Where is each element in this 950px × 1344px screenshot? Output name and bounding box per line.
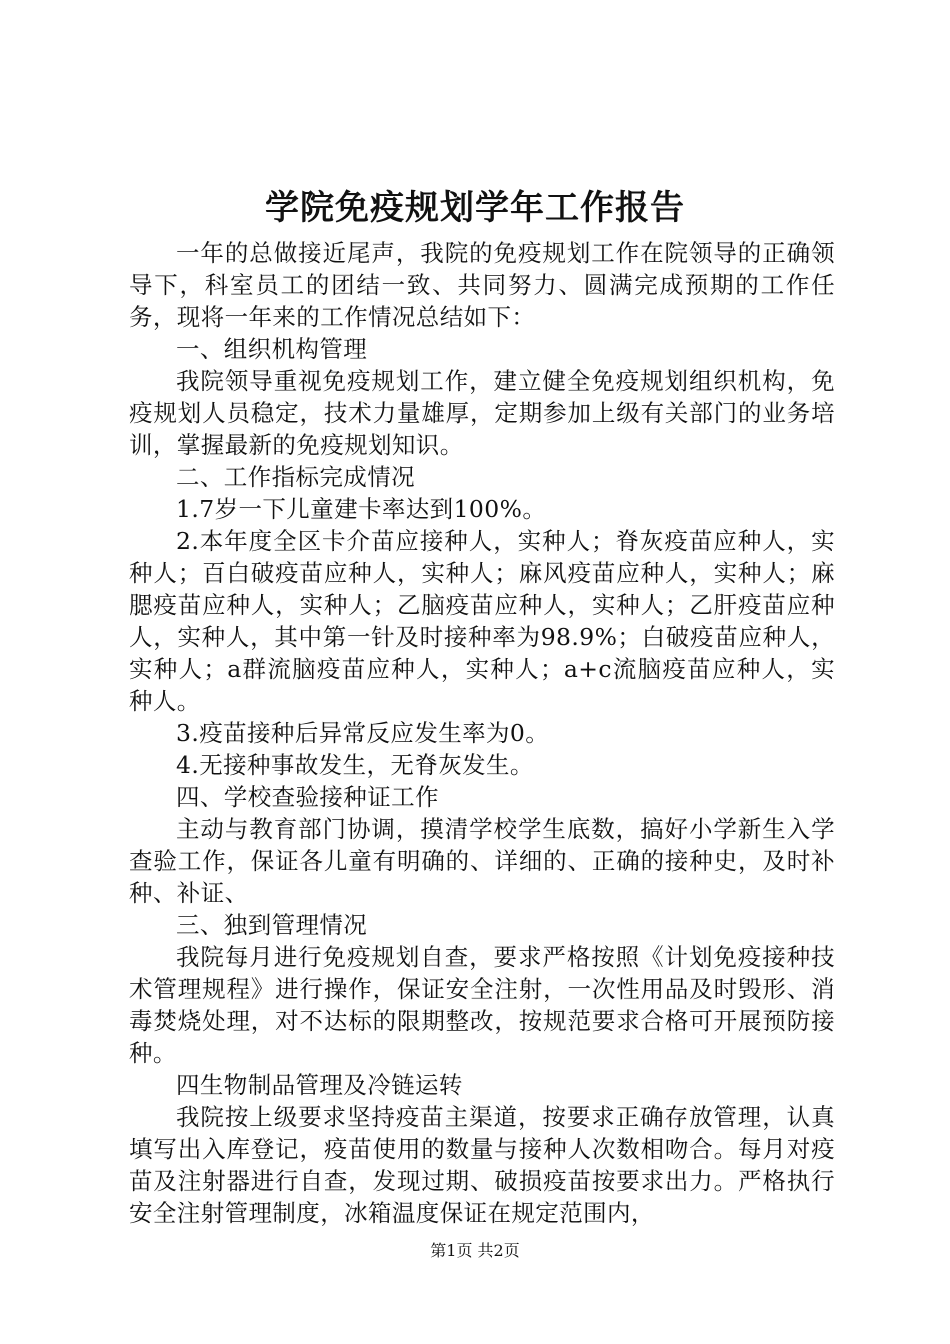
- paragraph-organization: 我院领导重视免疫规划工作，建立健全免疫规划组织机构，免疫规划人员稳定，技术力量雄厚，定期参加上级有关部门的业务培训，掌握最新的免疫规划知识。: [129, 367, 835, 459]
- heading-indicators: 二、工作指标完成情况: [176, 463, 415, 491]
- paragraph-biologics: 我院按上级要求坚持疫苗主渠道，按要求正确存放管理，认真填写出入库登记，疫苗使用的数量与接种人次数相吻合。每月对疫苗及注射器进行自查，发现过期、破损疫苗按要求出力。严格执行安全注射管理制度，冰箱温度保证在规定范围内，: [129, 1103, 835, 1227]
- paragraph-intro: 一年的总做接近尾声，我院的免疫规划工作在院领导的正确领导下，科室员工的团结一致、共同努力、圆满完成预期的工作任务，现将一年来的工作情况总结如下：: [129, 239, 835, 331]
- heading-management: 三、独到管理情况: [176, 911, 368, 939]
- document-title: 学院免疫规划学年工作报告: [265, 188, 685, 228]
- paragraph-management: 我院每月进行免疫规划自查，要求严格按照《计划免疫接种技术管理规程》进行操作，保证安全注射，一次性用品及时毁形、消毒焚烧处理，对不达标的限期整改，按规范要求合格可开展预防接种。: [129, 943, 835, 1067]
- heading-organization: 一、组织机构管理: [176, 335, 368, 363]
- list-item-indicator-2: 2.本年度全区卡介苗应接种人，实种人；脊灰疫苗应种人，实种人；百白破疫苗应种人，实种人；麻风疫苗应种人，实种人；麻腮疫苗应种人，实种人；乙脑疫苗应种人，实种人；乙肝疫苗应种人，实种人，其中第一针及时接种率为98.9%；白破疫苗应种人，实种人；a群流脑疫苗应种人，实种人；a+c流脑疫苗应种人，实种人。: [129, 527, 835, 715]
- list-item-indicator-4: 4.无接种事故发生，无脊灰发生。: [176, 751, 534, 779]
- paragraph-school-check: 主动与教育部门协调，摸清学校学生底数，搞好小学新生入学查验工作，保证各儿童有明确的、详细的、正确的接种史，及时补种、补证、: [129, 815, 835, 907]
- document-body: [129, 237, 835, 1229]
- heading-school-check: 四、学校查验接种证工作: [176, 783, 439, 811]
- page-number-footer: 第1页 共2页: [430, 1241, 520, 1260]
- list-item-indicator-3: 3.疫苗接种后异常反应发生率为0。: [176, 719, 550, 747]
- heading-biologics: 四生物制品管理及冷链运转: [176, 1071, 463, 1099]
- list-item-indicator-1: 1.7岁一下儿童建卡率达到100%。: [176, 495, 547, 523]
